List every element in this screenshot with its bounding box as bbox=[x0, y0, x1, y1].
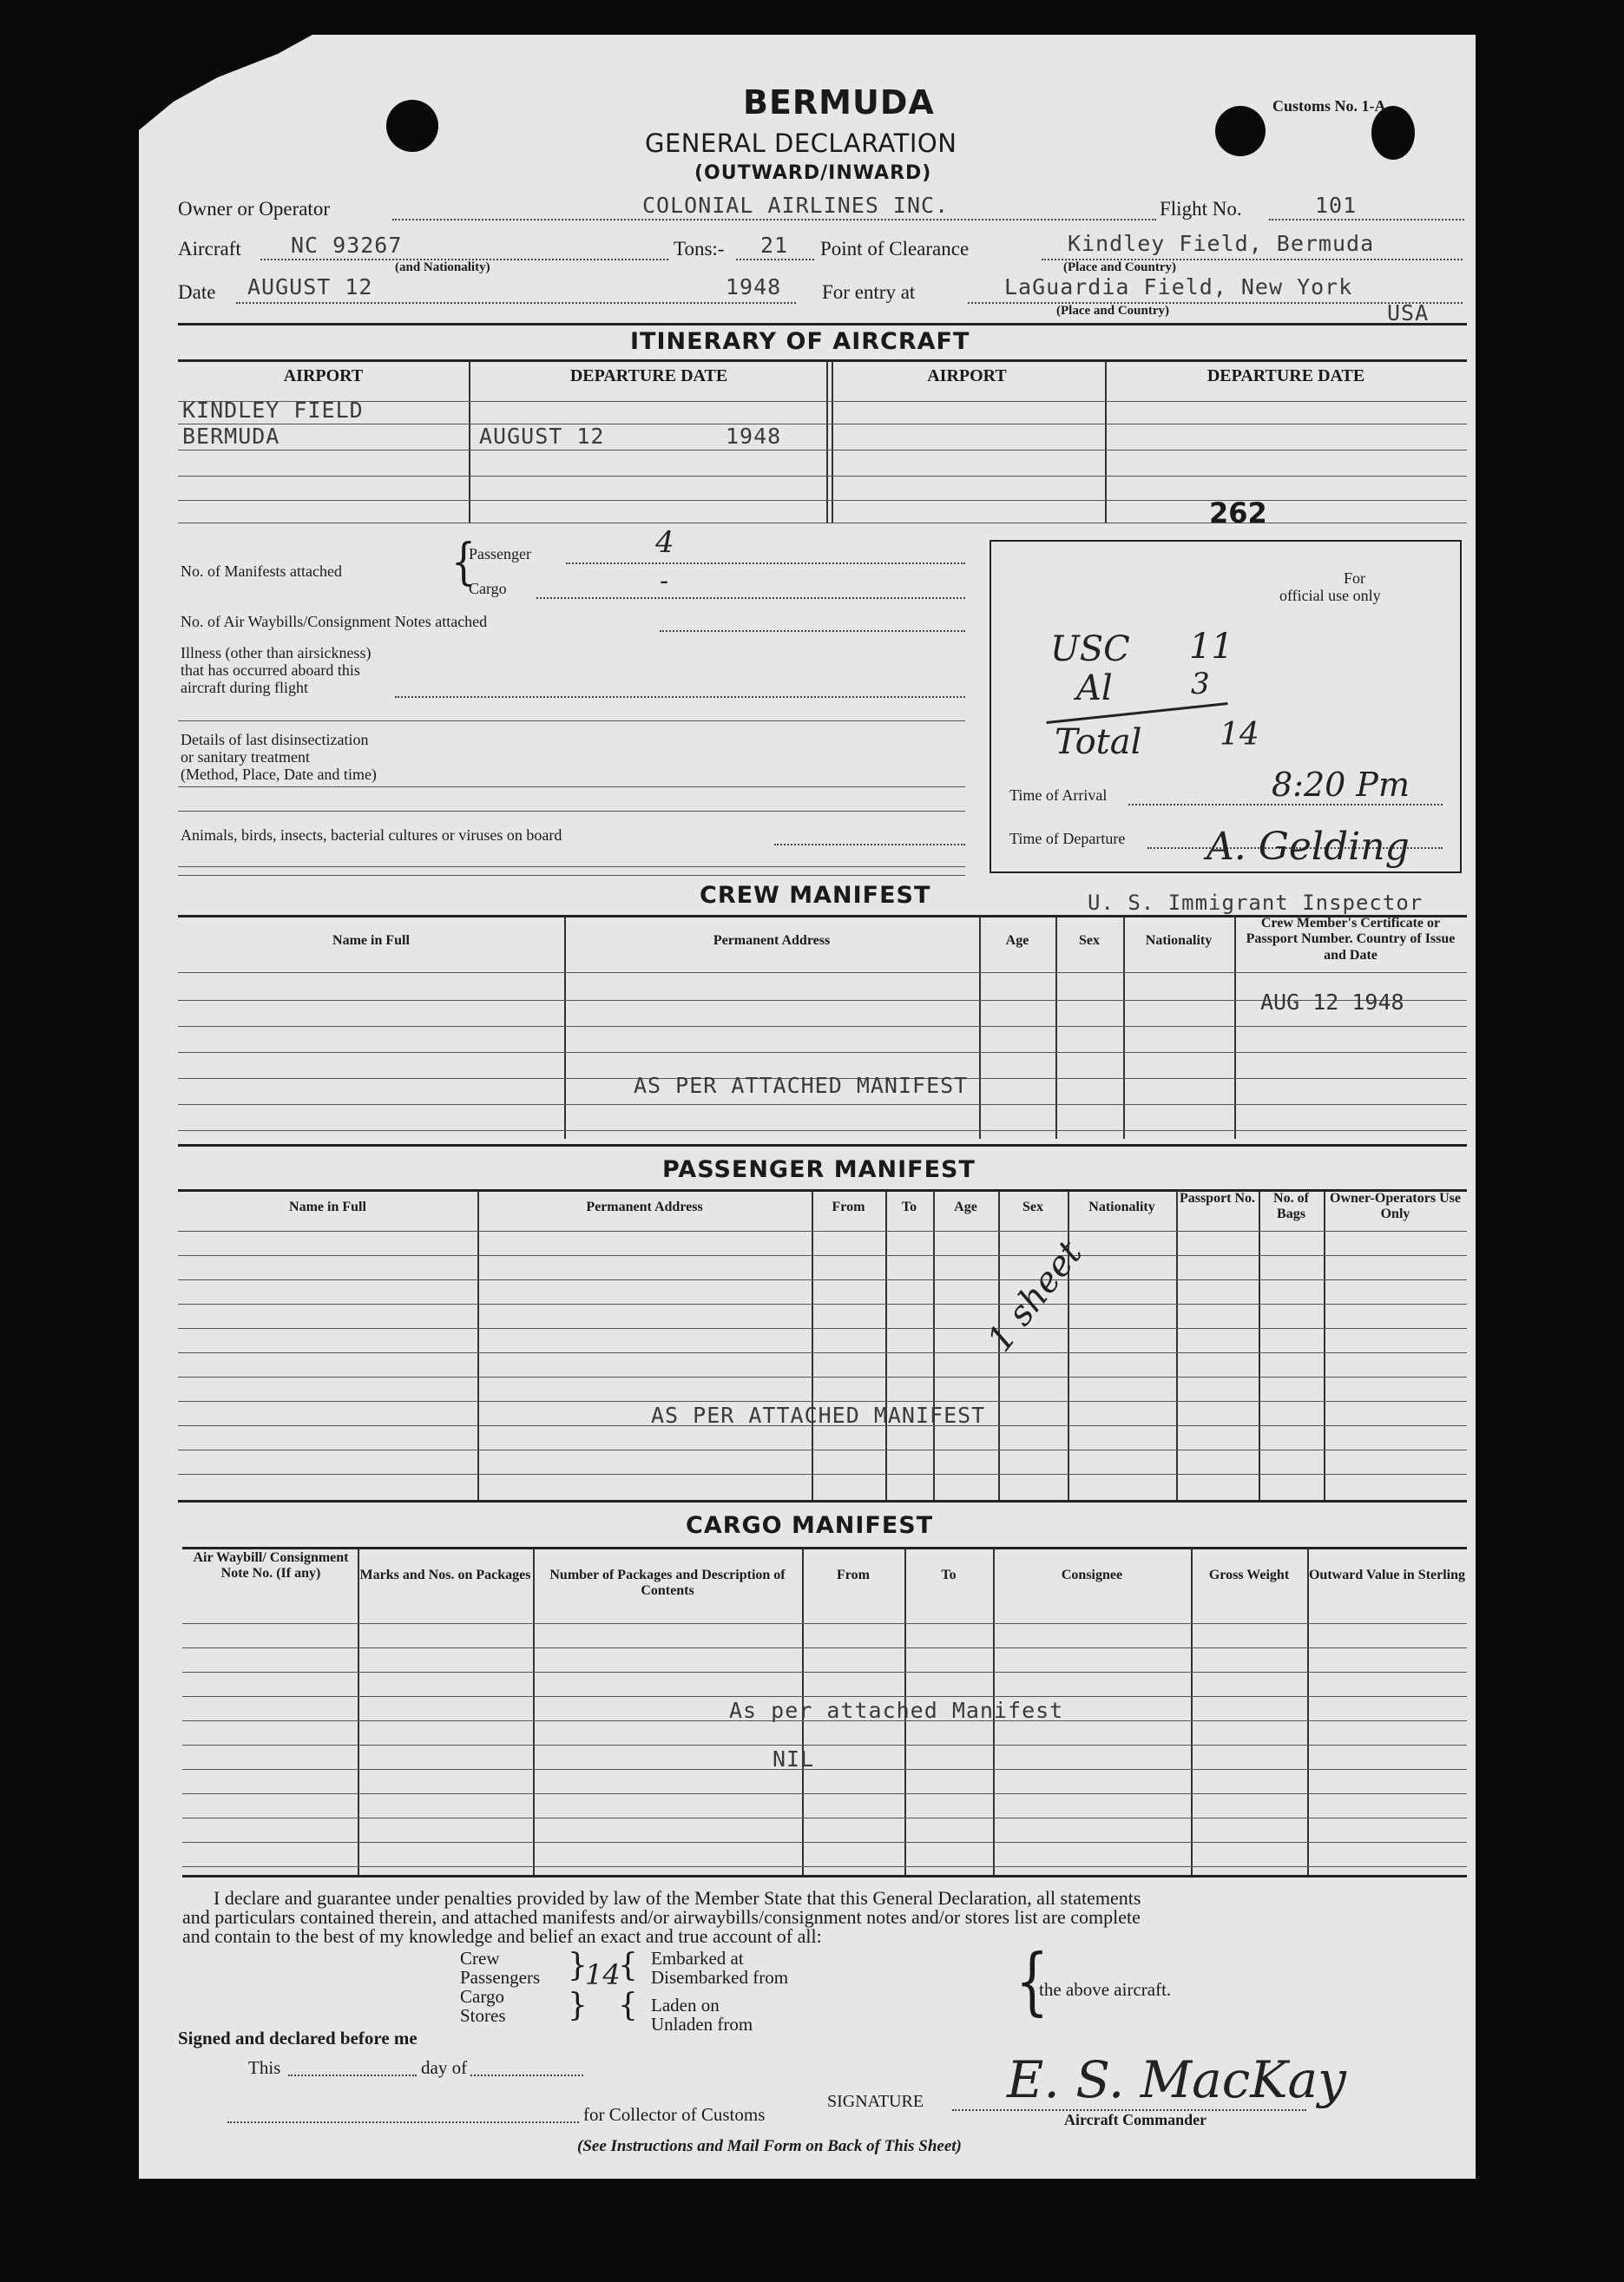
cargo-header-weight: Gross Weight bbox=[1208, 1568, 1290, 1582]
tons-label: Tons:- bbox=[674, 238, 725, 260]
declaration-line3: and contain to the best of my knowledge and belief an exact and true account of all: bbox=[182, 1925, 822, 1947]
crew-header-name: Name in Full bbox=[332, 933, 410, 948]
cargo-header-to: To bbox=[941, 1568, 957, 1582]
disinsect-line1: Details of last disinsectization bbox=[181, 731, 369, 748]
itinerary-departure-date: AUGUST 12 bbox=[479, 424, 605, 449]
crew-note: AS PER ATTACHED MANIFEST bbox=[634, 1073, 969, 1098]
official-al: Al bbox=[1076, 668, 1113, 708]
illness-line2: that has occurred aboard this bbox=[181, 661, 360, 679]
year-value: 1948 bbox=[726, 274, 782, 299]
entry-label: For entry at bbox=[822, 281, 916, 303]
entry-value: LaGuardia Field, New York bbox=[1004, 274, 1353, 299]
passenger-header-bags: No. of Bags bbox=[1273, 1191, 1309, 1222]
footer-signed: Signed and declared before me bbox=[178, 2028, 418, 2049]
footer-signature-label: SIGNATURE bbox=[827, 2092, 924, 2111]
itinerary-airport-line1: KINDLEY FIELD bbox=[182, 398, 364, 423]
punch-hole-mid bbox=[1215, 106, 1266, 156]
cargo-label: Cargo bbox=[469, 580, 507, 597]
official-label-line1: For bbox=[1344, 569, 1366, 587]
punch-hole-left bbox=[386, 100, 438, 152]
flight-label: Flight No. bbox=[1160, 198, 1242, 220]
brace-embark: { bbox=[618, 1948, 638, 1983]
passenger-header-to: To bbox=[901, 1200, 917, 1214]
clearance-note: (Place and Country) bbox=[1063, 260, 1176, 274]
cargo-header-marks: Marks and Nos. on Packages bbox=[359, 1568, 531, 1582]
declaration-embarked: Embarked at bbox=[651, 1948, 744, 1969]
form-subtitle: GENERAL DECLARATION bbox=[645, 128, 957, 158]
disinsect-line3: (Method, Place, Date and time) bbox=[181, 766, 377, 783]
itinerary-header-airport-1: AIRPORT bbox=[283, 366, 364, 385]
crew-header-address: Permanent Address bbox=[713, 933, 831, 948]
cargo-header-packages: Number of Packages and Description of Contents bbox=[549, 1568, 786, 1599]
declaration-passengers: Passengers bbox=[460, 1967, 541, 1988]
animals-label: Animals, birds, insects, bacterial cultures or viruses on board bbox=[181, 826, 562, 844]
owner-label: Owner or Operator bbox=[178, 198, 330, 220]
waybills-label: No. of Air Waybills/Consignment Notes attached bbox=[181, 613, 488, 630]
reference-number: 262 bbox=[1209, 497, 1267, 529]
declaration-laden: Laden on bbox=[651, 1995, 720, 2016]
footer-commander: Aircraft Commander bbox=[1064, 2111, 1207, 2128]
official-al-value: 3 bbox=[1191, 667, 1210, 701]
footer-this: This bbox=[248, 2057, 281, 2078]
passenger-header-address: Permanent Address bbox=[586, 1200, 703, 1214]
form-direction: (OUTWARD/INWARD) bbox=[694, 162, 932, 184]
passenger-header-passport: Passport No. bbox=[1179, 1191, 1256, 1206]
crew-header-sex: Sex bbox=[1079, 933, 1100, 948]
official-usc-value: 11 bbox=[1189, 627, 1233, 667]
entry-note: (Place and Country) bbox=[1056, 304, 1169, 318]
form-title: BERMUDA bbox=[743, 83, 935, 122]
form-sheet bbox=[139, 35, 1476, 2179]
brace-laden: { bbox=[618, 1988, 638, 2023]
footer-instructions: (See Instructions and Mail Form on Back of This Sheet) bbox=[577, 2137, 962, 2155]
itinerary-header-date-2: DEPARTURE DATE bbox=[1206, 366, 1365, 385]
declaration-aircraft: the above aircraft. bbox=[1039, 1979, 1172, 2000]
declaration-cargo: Cargo bbox=[460, 1986, 504, 2007]
arrival-value: 8:20 Pm bbox=[1272, 766, 1410, 804]
cargo-header-consignee: Consignee bbox=[1061, 1568, 1123, 1582]
declaration-stores: Stores bbox=[460, 2005, 506, 2026]
manifests-label: No. of Manifests attached bbox=[181, 562, 342, 580]
clearance-label: Point of Clearance bbox=[820, 238, 970, 260]
crew-header-age: Age bbox=[1005, 933, 1029, 948]
illness-line1: Illness (other than airsickness) bbox=[181, 644, 371, 661]
footer-day-of: day of bbox=[421, 2057, 468, 2078]
departure-label: Time of Departure bbox=[1009, 830, 1126, 847]
official-usc: USC bbox=[1050, 629, 1130, 669]
disinsect-line2: or sanitary treatment bbox=[181, 748, 310, 766]
passenger-header-name: Name in Full bbox=[289, 1200, 366, 1214]
date-label: Date bbox=[178, 281, 216, 303]
passenger-hand-note: 1 sheet bbox=[979, 1233, 1091, 1359]
inspector-stamp: U. S. Immigrant Inspector bbox=[1088, 891, 1423, 915]
cargo-note: As per attached Manifest bbox=[729, 1698, 1064, 1723]
passenger-header-nationality: Nationality bbox=[1088, 1200, 1155, 1214]
passenger-label: Passenger bbox=[469, 545, 531, 562]
declaration-line2: and particulars contained therein, and attached manifests and/or airwaybills/consignment notes and/or stores list are complete bbox=[182, 1906, 1141, 1928]
form-number: Customs No. 1-A. bbox=[1272, 97, 1390, 115]
cargo-title: CARGO MANIFEST bbox=[686, 1512, 934, 1539]
arrival-label: Time of Arrival bbox=[1009, 786, 1108, 804]
crew-stamp-date: AUG 12 1948 bbox=[1260, 990, 1404, 1015]
declaration-crew: Crew bbox=[460, 1948, 500, 1969]
official-use-box bbox=[990, 540, 1462, 873]
official-total-value: 14 bbox=[1220, 717, 1259, 753]
itinerary-title: ITINERARY OF AIRCRAFT bbox=[630, 328, 970, 355]
itinerary-airport-line2: BERMUDA bbox=[182, 424, 280, 449]
itinerary-header-airport-2: AIRPORT bbox=[927, 366, 1007, 385]
date-value: AUGUST 12 bbox=[247, 274, 373, 299]
declaration-unladen: Unladen from bbox=[651, 2014, 753, 2035]
passenger-title: PASSENGER MANIFEST bbox=[662, 1156, 976, 1183]
declaration-line1: I declare and guarantee under penalties provided by law of the Member State that this General Declaration, all statements bbox=[214, 1887, 1141, 1909]
illness-line3: aircraft during flight bbox=[181, 679, 308, 696]
passenger-header-age: Age bbox=[954, 1200, 977, 1214]
aircraft-value: NC 93267 bbox=[291, 233, 403, 258]
cargo-count: - bbox=[660, 566, 669, 596]
brace-cargo-stores: } bbox=[568, 1988, 588, 2023]
brace-aircraft: { bbox=[1016, 1939, 1049, 2024]
passenger-header-from: From bbox=[832, 1200, 865, 1214]
flight-value: 101 bbox=[1315, 193, 1358, 218]
itinerary-departure-year: 1948 bbox=[726, 424, 782, 449]
aircraft-note: (and Nationality) bbox=[395, 260, 490, 274]
crew-header-nationality: Nationality bbox=[1145, 933, 1213, 948]
inspector-signature: A. Gelding bbox=[1206, 825, 1410, 869]
cargo-header-waybill: Air Waybill/ Consignment Note No. (If any) bbox=[193, 1550, 349, 1582]
crew-title: CREW MANIFEST bbox=[700, 882, 931, 909]
official-total: Total bbox=[1055, 722, 1142, 762]
itinerary-header-date-1: DEPARTURE DATE bbox=[569, 366, 728, 385]
crew-header-certificate: Crew Member's Certificate or Passport Number. Country of Issue and Date bbox=[1246, 916, 1456, 963]
cargo-header-from: From bbox=[837, 1568, 870, 1582]
footer-collector: for Collector of Customs bbox=[583, 2104, 766, 2125]
passenger-header-sex: Sex bbox=[1022, 1200, 1043, 1214]
declaration-passengers-count: 14 bbox=[585, 1958, 621, 1991]
owner-value: COLONIAL AIRLINES INC. bbox=[642, 193, 950, 218]
aircraft-label: Aircraft bbox=[178, 238, 241, 260]
passenger-count: 4 bbox=[655, 525, 674, 560]
brace-crew-pass: } bbox=[568, 1948, 588, 1983]
passenger-header-owner: Owner-Operators Use Only bbox=[1330, 1191, 1461, 1222]
passenger-note: AS PER ATTACHED MANIFEST bbox=[651, 1403, 986, 1428]
clearance-value: Kindley Field, Bermuda bbox=[1068, 231, 1375, 256]
declaration-disembarked: Disembarked from bbox=[651, 1967, 789, 1988]
cargo-header-value: Outward Value in Sterling bbox=[1308, 1568, 1466, 1582]
entry-country: USA bbox=[1387, 300, 1430, 326]
commander-signature: E. S. MacKay bbox=[1007, 2050, 1346, 2109]
tons-value: 21 bbox=[760, 233, 789, 258]
cargo-note-nil: NIL bbox=[773, 1746, 815, 1772]
official-label-line2: official use only bbox=[1279, 587, 1381, 604]
manifests-brace: { bbox=[451, 533, 476, 591]
